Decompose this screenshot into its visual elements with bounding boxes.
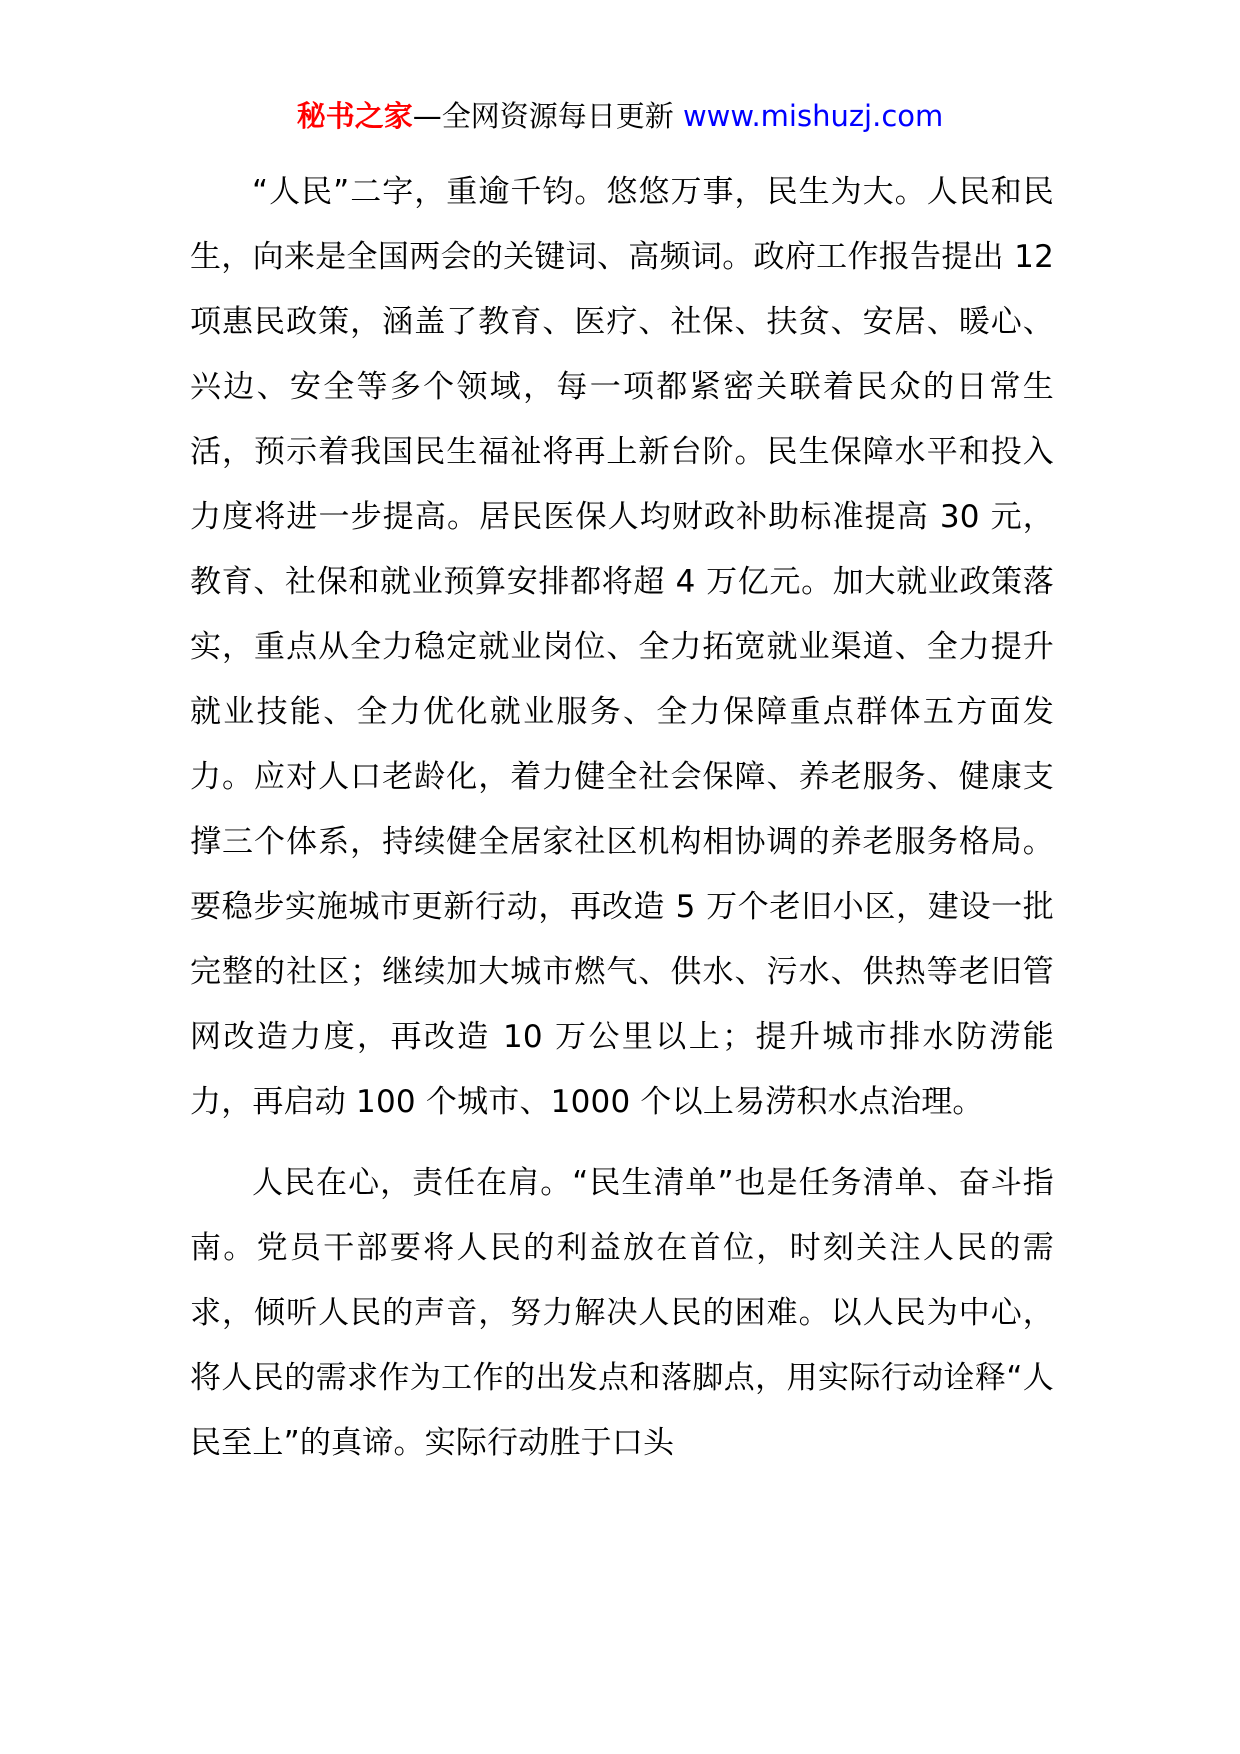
- header-tagline: —全网资源每日更新: [412, 99, 683, 133]
- page-header: [0, 96, 1240, 136]
- paragraph: “人民”二字，重逾千钧。悠悠万事，民生为大。人民和民生，向来是全国两会的关键词、高频词。政府工作报告提出 12 项惠民政策，涵盖了教育、医疗、社保、扶贫、安居、暖心、兴边、安全等多个领域，每一项都紧密关联着民众的日常生活，预示着我国民生福祉将再上新台阶。民生保障水平和投入力度将进一步提高。居民医保人均财政补助标准提高 30 元，教育、社保和就业预算安排都将超 4 万亿元。加大就业政策落实，重点从全力稳定就业岗位、全力拓宽就业渠道、全力提升就业技能、全力优化就业服务、全力保障重点群体五方面发力。应对人口老龄化，着力健全社会保障、养老服务、健康支撑三个体系，持续健全居家社区机构相协调的养老服务格局。要稳步实施城市更新行动，再改造 5 万个老旧小区，建设一批完整的社区；继续加大城市燃气、供水、污水、供热等老旧管网改造力度，再改造 10 万公里以上；提升城市排水防涝能力，再启动 100 个城市、1000 个以上易涝积水点治理。: [190, 174, 1054, 1120]
- website-link[interactable]: www.mishuzj.com: [682, 99, 944, 133]
- brand-name: 秘书之家: [296, 99, 413, 133]
- paragraph: 人民在心，责任在肩。“民生清单”也是任务清单、奋斗指南。党员干部要将人民的利益放在首位，时刻关注人民的需求，倾听人民的声音，努力解决人民的困难。以人民为中心，将人民的需求作为工作的出发点和落脚点，用实际行动诠释“人民至上”的真谛。实际行动胜于口头: [190, 1165, 1054, 1461]
- document-body: [190, 160, 1054, 1476]
